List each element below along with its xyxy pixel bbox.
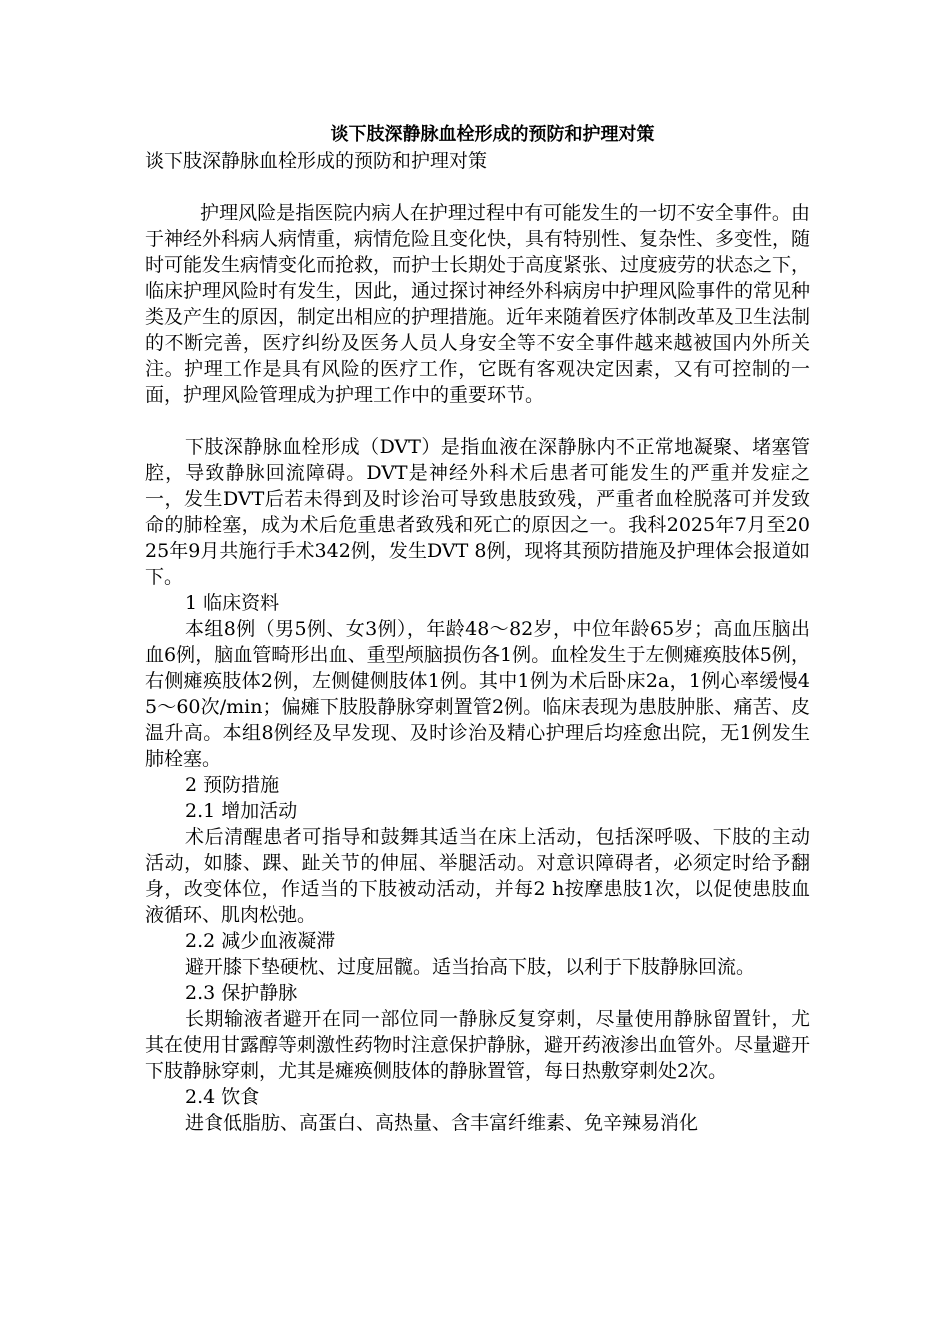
document-page	[145, 122, 810, 1136]
section-2-4-heading: 2.4 饮食	[185, 1086, 260, 1108]
section-2-1-body: 术后清醒患者可指导和鼓舞其适当在床上活动，包括深呼吸、下肢的主动活动，如膝、踝、趾关节的伸屈、举腿活动。对意识障碍者，必须定时给予翻身，改变体位，作适当的下肢被动活动，并每2 h按摩患肢1次，以促使患肢血液循环、肌肉松弛。	[145, 826, 810, 926]
section-1-body: 本组8例（男5例、女3例），年龄48～82岁，中位年龄65岁；高血压脑出血6例，脑血管畸形出血、重型颅脑损伤各1例。血栓发生于左侧瘫痪肢体5例，右侧瘫痪肢体2例，左侧健侧肢体1例。其中1例为术后卧床2a，1例心率缓慢45～60次/min；偏瘫下肢股静脉穿刺置管2例。临床表现为患肢肿胀、痛苦、皮温升高。本组8例经及早发现、及时诊治及精心护理后均痊愈出院，无1例发生肺栓塞。	[145, 618, 810, 770]
spacer	[145, 174, 810, 200]
section-2-heading: 2 预防措施	[185, 774, 280, 796]
section-1-heading: 1 临床资料	[185, 592, 280, 614]
document-title: 谈下肢深静脉血栓形成的预防和护理对策	[330, 124, 655, 145]
dvt-intro-paragraph: 下肢深静脉血栓形成（DVT）是指血液在深静脉内不正常地凝聚、堵塞管腔，导致静脉回流障碍。DVT是神经外科术后患者可能发生的严重并发症之一，发生DVT后若未得到及时诊治可导致患肢致残，严重者血栓脱落可并发致命的肺栓塞，成为术后危重患者致残和死亡的原因之一。我科2025年7月至2025年9月共施行手术342例，发生DVT 8例，现将其预防措施及护理体会报道如下。	[145, 436, 810, 588]
document-subtitle: 谈下肢深静脉血栓形成的预防和护理对策	[145, 150, 488, 172]
spacer	[145, 408, 810, 434]
section-2-2-body: 避开膝下垫硬枕、过度屈髋。适当抬高下肢，以利于下肢静脉回流。	[185, 956, 756, 978]
section-2-3-heading: 2.3 保护静脉	[185, 982, 298, 1004]
intro-paragraph: 护理风险是指医院内病人在护理过程中有可能发生的一切不安全事件。由于神经外科病人病情重，病情危险且变化快，具有特别性、复杂性、多变性，随时可能发生病情变化而抢救，而护士长期处于高度紧张、过度疲劳的状态之下，临床护理风险时有发生，因此，通过探讨神经外科病房中护理风险事件的常见种类及产生的原因，制定出相应的护理措施。近年来随着医疗体制改革及卫生法制的不断完善，医疗纠纷及医务人员人身安全等不安全事件越来越被国内外所关注。护理工作是具有风险的医疗工作，它既有客观决定因素，又有可控制的一面，护理风险管理成为护理工作中的重要环节。	[145, 202, 811, 406]
section-2-4-body: 进食低脂肪、高蛋白、高热量、含丰富纤维素、免辛辣易消化	[185, 1112, 699, 1134]
section-2-2-heading: 2.2 减少血液凝滞	[185, 930, 336, 952]
section-2-1-heading: 2.1 增加活动	[185, 800, 298, 822]
section-2-3-body: 长期输液者避开在同一部位同一静脉反复穿刺，尽量使用静脉留置针，尤其在使用甘露醇等刺激性药物时注意保护静脉，避开药液渗出血管外。尽量避开下肢静脉穿刺，尤其是瘫痪侧肢体的静脉置管，每日热敷穿刺处2次。	[145, 1008, 811, 1082]
